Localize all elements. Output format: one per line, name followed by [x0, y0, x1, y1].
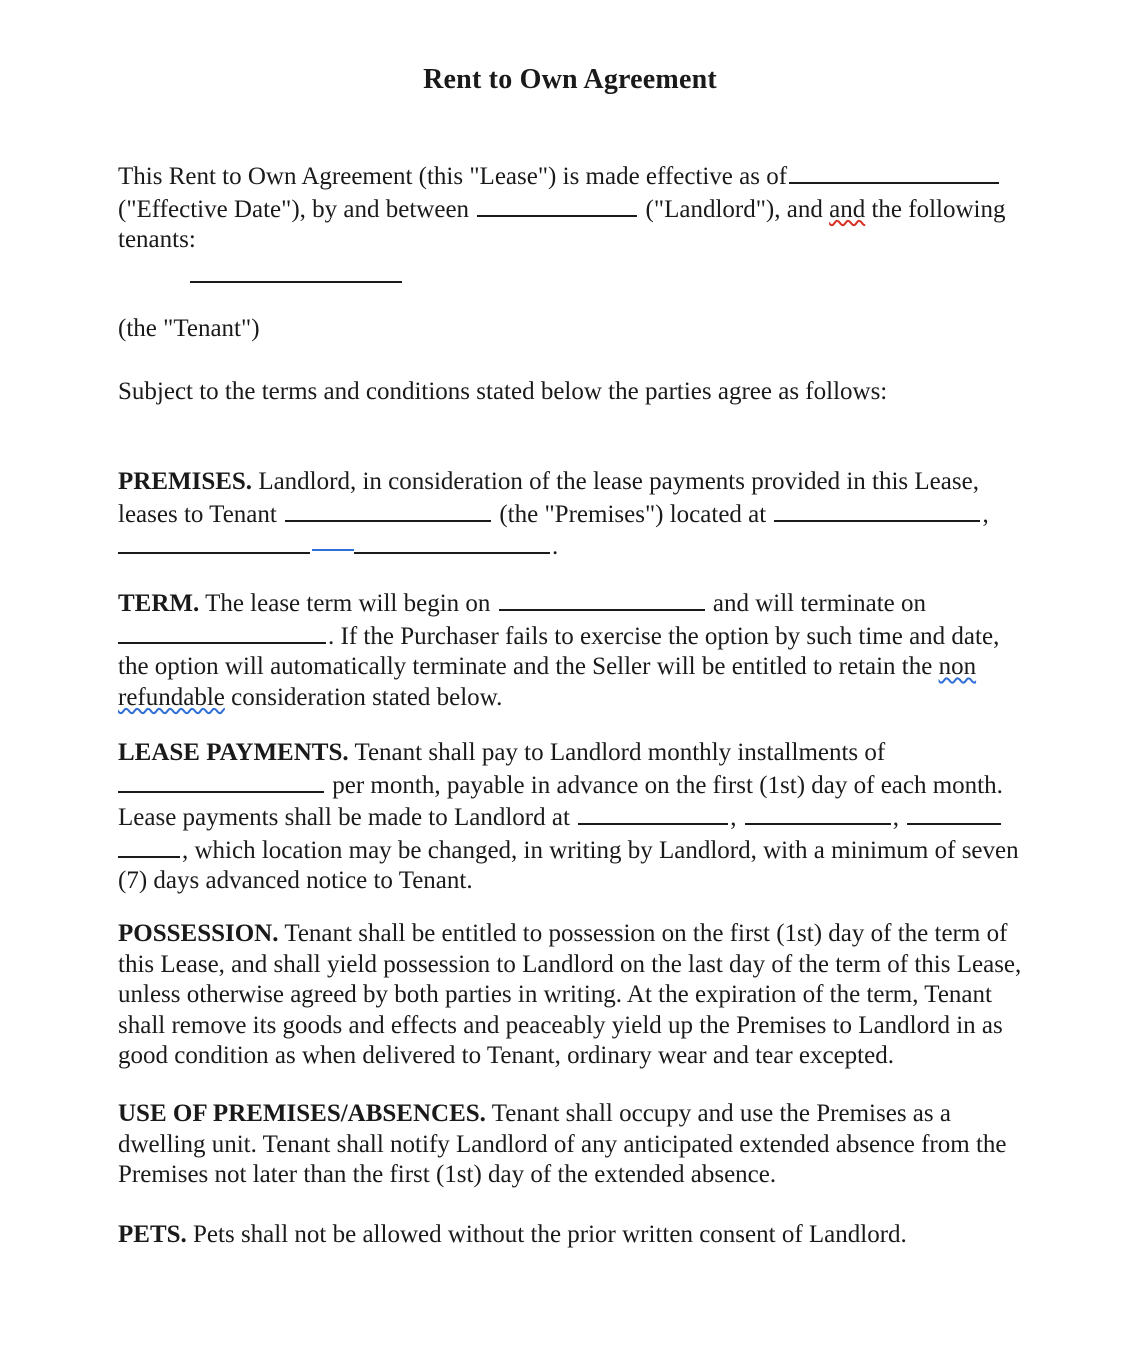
lease-payments-line-2 — [118, 769, 1018, 802]
premises-heading: PREMISES. — [118, 468, 253, 495]
lease-payments-line-3 — [118, 801, 1018, 834]
use-line-3: Premises not later than the first (1st) day of the extended absence. — [118, 1161, 777, 1188]
subject-paragraph: Subject to the terms and conditions stated below the parties agree as follows: — [118, 378, 888, 405]
intro-line-2 — [118, 193, 1018, 226]
term-text-1b: and will terminate on — [712, 590, 927, 617]
lease-payments-text-4: , which location may be changed, in writing by Landlord, with a minimum of seven — [182, 836, 1019, 864]
lease-payments-line-5: (7) days advanced notice to Tenant. — [118, 867, 473, 894]
intro-text-2a: ("Effective Date"), by and between — [118, 195, 470, 223]
possession-line-3: unless otherwise agreed by both parties in writing. At the expiration of the term, Tenant — [118, 981, 992, 1008]
premises-address-blank-1[interactable] — [774, 498, 980, 522]
intro-line-3: tenants: — [118, 226, 196, 253]
lease-payments-comma-1: , — [730, 804, 737, 831]
pets-section — [118, 1220, 1018, 1251]
pets-text-1: Pets shall not be allowed without the prior written consent of Landlord. — [193, 1221, 907, 1248]
term-text-3b: non — [938, 653, 977, 680]
term-text-4a: refundable — [118, 683, 225, 711]
tenant-label: (the "Tenant") — [118, 315, 260, 342]
lease-payments-comma-2: , — [892, 804, 899, 831]
tenant-name-blank[interactable] — [190, 281, 402, 283]
duplicate-word-flag: and — [829, 195, 866, 223]
term-section — [118, 587, 1018, 713]
intro-paragraph — [118, 160, 1018, 256]
premises-text-1: Landlord, in consideration of the lease payments provided in this Lease, — [258, 468, 979, 495]
payment-city-blank[interactable] — [745, 801, 891, 825]
page-title: Rent to Own Agreement — [423, 64, 717, 95]
possession-text-1: Tenant shall be entitled to possession on the first (1st) day of the term of — [284, 920, 1008, 947]
term-start-date-blank[interactable] — [499, 587, 705, 611]
use-text-1: Tenant shall occupy and use the Premises as a — [491, 1100, 951, 1127]
premises-address-blank-2a[interactable] — [118, 530, 310, 554]
possession-line-2: this Lease, and shall yield possession to Landlord on the last day of the term of this Lease, — [118, 950, 1022, 978]
lease-payments-text-1: Tenant shall pay to Landlord monthly installments of — [354, 739, 886, 766]
grammar-flag-mark — [312, 549, 354, 554]
premises-text-2b: (the "Premises") located at — [499, 500, 767, 528]
term-line-2 — [118, 620, 1018, 653]
landlord-name-blank[interactable] — [477, 193, 637, 217]
use-section — [118, 1099, 1018, 1191]
premises-address-blank-2b[interactable] — [354, 530, 550, 554]
premises-line-1 — [118, 467, 1018, 498]
term-text-1a: The lease term will begin on — [205, 590, 491, 617]
possession-heading: POSSESSION. — [118, 920, 279, 947]
term-end-date-blank[interactable] — [118, 620, 326, 644]
use-line-2: dwelling unit. Tenant shall notify Landlord of any anticipated extended absence from the — [118, 1130, 1007, 1158]
use-line-1 — [118, 1099, 1018, 1130]
intro-text-2b: ("Landlord"), and — [645, 195, 823, 223]
lease-payments-line-4 — [118, 834, 1018, 867]
premises-text-2a: leases to Tenant — [118, 500, 277, 528]
possession-line-5: good condition as when delivered to Tenant, ordinary wear and tear excepted. — [118, 1042, 894, 1069]
monthly-amount-blank[interactable] — [118, 769, 324, 793]
possession-line-4: shall remove its goods and effects and peaceably yield up the Premises to Landlord in as — [118, 1011, 1003, 1039]
use-heading: USE OF PREMISES/ABSENCES. — [118, 1100, 486, 1127]
payment-address-blank[interactable] — [578, 801, 728, 825]
term-line-3 — [118, 652, 1018, 683]
pets-line-1 — [118, 1220, 1018, 1251]
payment-zip-blank[interactable] — [118, 834, 180, 858]
term-line-1 — [118, 587, 1018, 620]
lease-payments-text-3a: Lease payments shall be made to Landlord at — [118, 804, 570, 831]
lease-payments-section — [118, 738, 1018, 897]
possession-line-1 — [118, 919, 1018, 950]
effective-date-blank[interactable] — [789, 160, 999, 184]
premises-section — [118, 467, 1018, 563]
premises-line-2 — [118, 498, 1018, 531]
premises-description-blank[interactable] — [285, 498, 491, 522]
possession-section — [118, 919, 1022, 1072]
term-heading: TERM. — [118, 590, 200, 617]
lease-payments-heading: LEASE PAYMENTS. — [118, 739, 349, 766]
intro-line-1 — [118, 160, 1018, 193]
lease-payments-line-1 — [118, 738, 1018, 769]
premises-comma: , — [982, 500, 989, 528]
premises-period: . — [552, 533, 559, 560]
payment-state-blank[interactable] — [907, 801, 1001, 825]
term-text-4b: consideration stated below. — [231, 683, 503, 711]
lease-payments-text-2: per month, payable in advance on the first (1st) day of each month. — [332, 771, 1003, 799]
term-line-4 — [118, 683, 1018, 714]
term-text-3a: the option will automatically terminate and the Seller will be entitled to retain the — [118, 653, 933, 680]
intro-text-2d: the following — [871, 195, 1006, 223]
pets-heading: PETS. — [118, 1221, 187, 1248]
intro-text-1: This Rent to Own Agreement (this "Lease") is made effective as of — [118, 163, 788, 190]
term-text-2: . If the Purchaser fails to exercise the option by such time and date, — [328, 622, 1000, 650]
premises-line-3 — [118, 530, 1018, 563]
